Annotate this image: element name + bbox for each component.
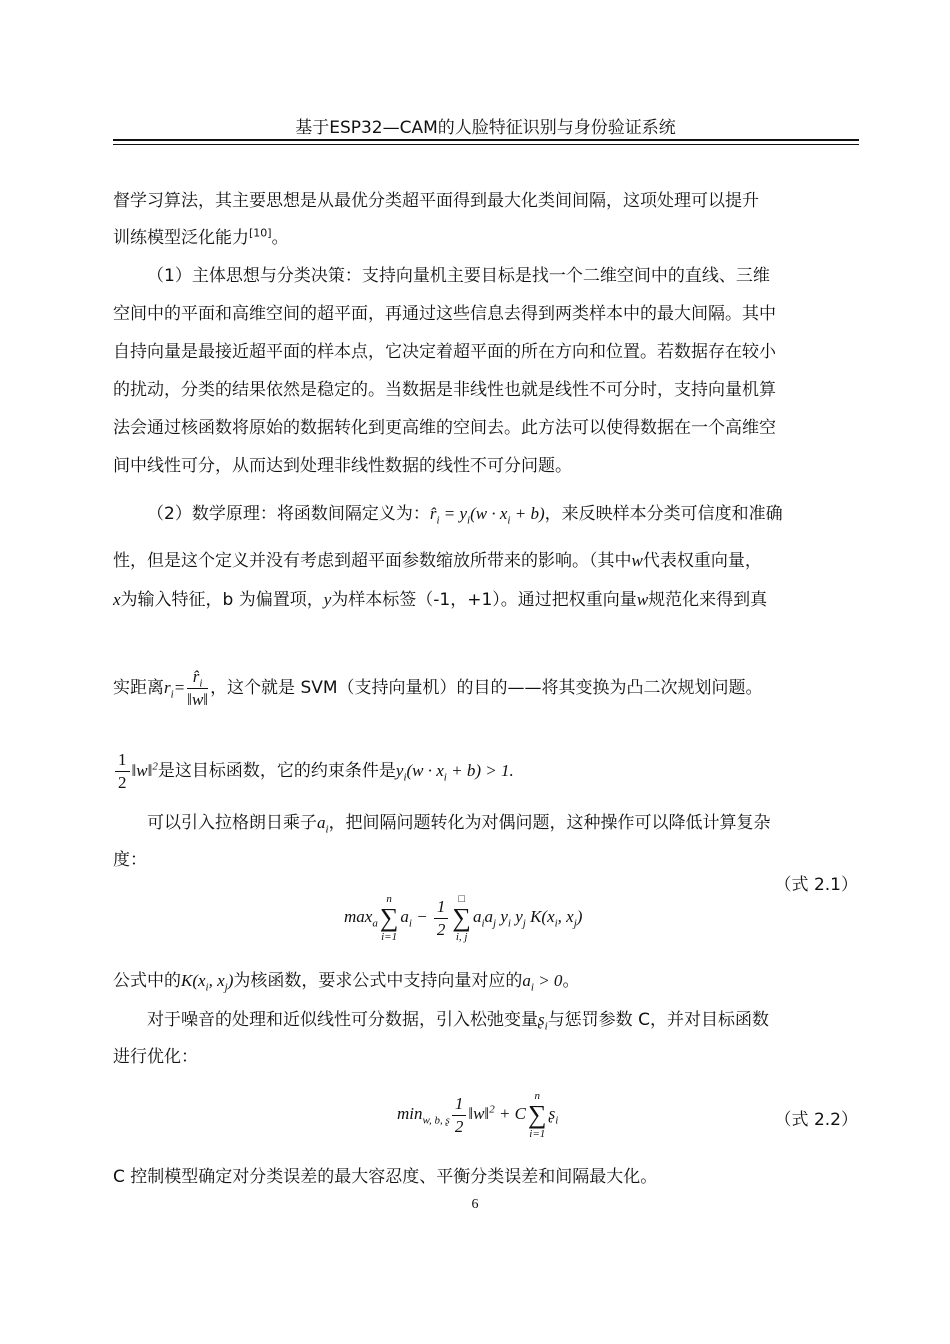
paragraph-line: 空间中的平面和高维空间的超平面，再通过这些信息去得到两类样本中的最大间隔。其中 — [113, 304, 776, 324]
inline-formula: $r̂_i = y_i(w \cdot x_i + b)$ — [429, 504, 545, 527]
paragraph-line: 督学习算法，其主要思想是从最优分类超平面得到最大化类间间隔，这项处理可以提升 — [113, 191, 759, 211]
paragraph-line: x为输入特征，b 为偏置项，y为样本标签（-1，+1）。通过把权重向量w规范化来得到真 — [113, 590, 768, 610]
paragraph-line: 法会通过核函数将原始的数据转化到更高维的空间去。此方法可以使得数据在一个高维空 — [113, 418, 776, 438]
paragraph-line: 对于噪音的处理和近似线性可分数据，引入松弛变量ʂ$_i$与惩罚参数 C，并对目标函数 — [147, 1010, 769, 1033]
paragraph-line: （1）主体思想与分类决策：支持向量机主要目标是找一个二维空间中的直线、三维 — [147, 266, 770, 286]
paragraph-line: C 控制模型确定对分类误差的最大容忍度、平衡分类误差和间隔最大化。 — [113, 1167, 658, 1187]
paragraph-line: 度： — [113, 850, 147, 870]
header-rule-thick — [113, 139, 859, 141]
paragraph-line: 自持向量是最接近超平面的样本点，它决定着超平面的所在方向和位置。若数据存在较小 — [113, 342, 776, 362]
inline-formula: $y_i(w \cdot x_i + b) > 1$. — [395, 761, 514, 784]
paragraph-line: $\frac{1}{2}$ ‖w‖$^2$是这目标函数，它的约束条件是$y_i(w \cdot x_i + b) > 1$. — [113, 745, 859, 797]
equation-label: （式 2.1） — [774, 875, 858, 895]
equation-2-1: $\max_a$ n ∑ i=1 $a_i$ − $\frac{1}{2}$ □ ∑ i, j $a_ia_j$ $y_i$ $y_j$ $K(x_i$, $x_j$) — [344, 893, 583, 943]
paragraph-line: 性，但是这个定义并没有考虑到超平面参数缩放所带来的影响。（其中w代表权重向量， — [113, 551, 762, 571]
paragraph-line: 公式中的$K(x_i$, $x_j$)为核函数，要求公式中支持向量对应的$a_i > 0$。 — [113, 971, 580, 994]
equation-2-2: $\min_{w, b, ʂ}$ $\frac{1}{2}$ ‖w‖$^2$ + C n ∑ i=1 ʂ$_i$ — [397, 1090, 559, 1140]
paragraph-line: （2）数学原理：将函数间隔定义为：$r̂_i = y_i(w \cdot x_i + b)$，来反映样本分类可信度和准确 — [147, 504, 783, 527]
inline-formula: $r_i=$ — [164, 678, 186, 701]
paragraph-line: 可以引入拉格朗日乘子$a_i$，把间隔问题转化为对偶问题，这种操作可以降低计算复杂 — [147, 813, 771, 836]
paragraph-line: 训练模型泛化能力[10]。 — [113, 226, 289, 248]
equation-label: （式 2.2） — [774, 1110, 858, 1130]
paragraph-line: 间中线性可分，从而达到处理非线性数据的线性不可分问题。 — [113, 456, 572, 476]
header-rule-thin — [113, 144, 859, 145]
paragraph-line: 进行优化： — [113, 1047, 198, 1067]
paragraph-line: 的扰动，分类的结果依然是稳定的。当数据是非线性也就是线性不可分时，支持向量机算 — [113, 380, 776, 400]
running-header: 基于ESP32—CAM的人脸特征识别与身份验证系统 — [295, 118, 676, 138]
page-number: 6 — [471, 1197, 479, 1212]
paragraph-line: 实距离$r_i=$ $\frac{r̂_i}{‖w‖}$ ，这个就是 SVM（支持向量机）的目的——将其变换为凸二次规划问题。 — [113, 666, 763, 709]
citation: [10] — [249, 226, 272, 240]
